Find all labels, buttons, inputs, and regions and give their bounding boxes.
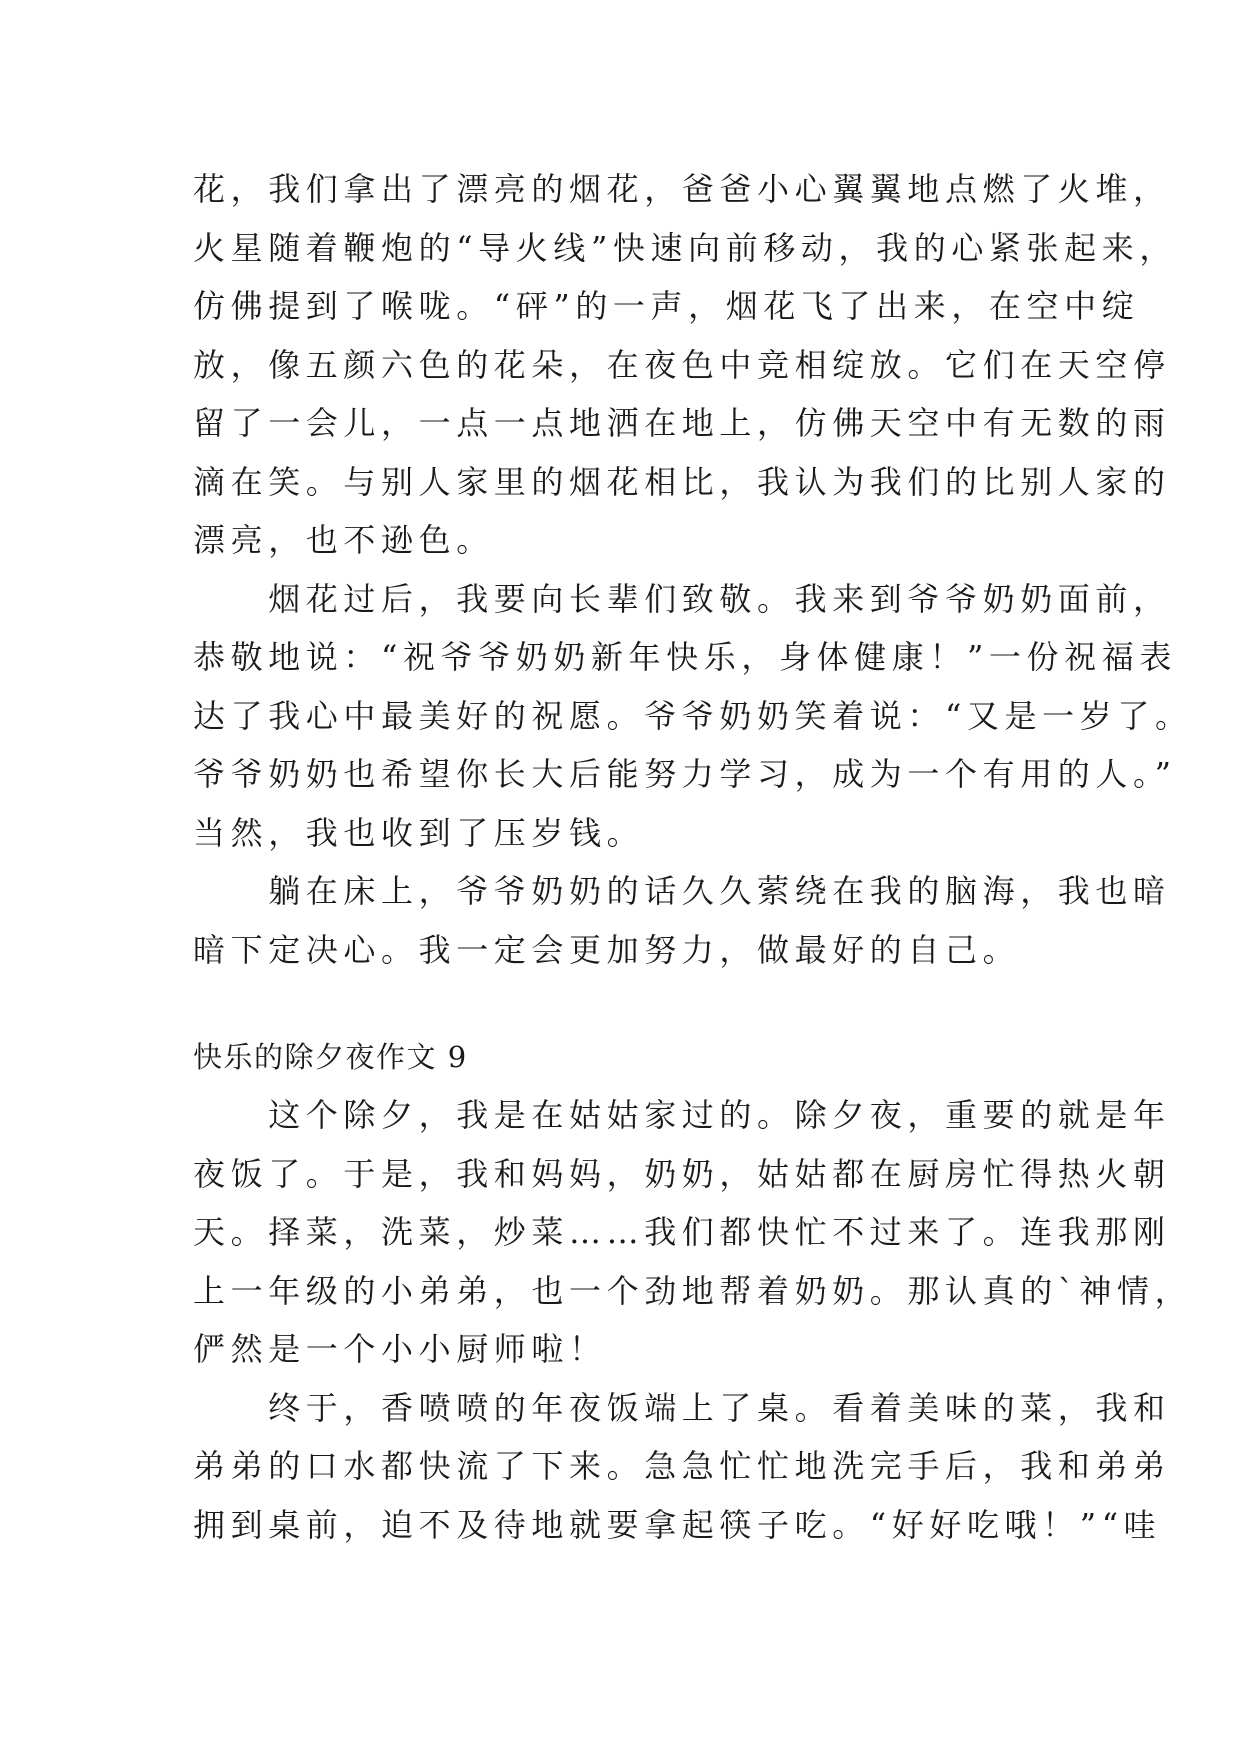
- text-line: 拥到桌前，迫不及待地就要拿起筷子吃。“好好吃哦！”“哇: [193, 1505, 1162, 1544]
- text-line: 这个除夕，我是在姑姑家过的。除夕夜，重要的就是年: [193, 1096, 1171, 1134]
- text-line: 爷爷奶奶也希望你长大后能努力学习，成为一个有用的人。”: [193, 755, 1177, 793]
- text-line: 上一年级的小弟弟，也一个劲地帮着奶奶。那认真的`神情，: [193, 1271, 1193, 1310]
- text-line: 放，像五颜六色的花朵，在夜色中竞相绽放。它们在天空停: [193, 345, 1171, 384]
- text-line: 暗下定决心。我一定会更加努力，做最好的自己。: [193, 930, 1021, 969]
- text-line: 躺在床上，爷爷奶奶的话久久萦绕在我的脑海，我也暗: [193, 872, 1171, 910]
- text-line: 终于，香喷喷的年夜饭端上了桌。看着美味的菜，我和: [193, 1388, 1171, 1427]
- text-line: 天。择菜，洗菜，炒菜……我们都快忙不过来了。连我那刚: [193, 1213, 1171, 1251]
- text-line: 当然，我也收到了压岁钱。: [193, 813, 645, 852]
- essay-body: [193, 1086, 1193, 1554]
- text-line: 仿佛提到了喉咙。“砰”的一声，烟花飞了出来，在空中绽: [193, 287, 1140, 325]
- text-line: 夜饭了。于是，我和妈妈，奶奶，姑姑都在厨房忙得热火朝: [193, 1154, 1171, 1193]
- text-line: 弟弟的口水都快流了下来。急急忙忙地洗完手后，我和弟弟: [193, 1447, 1171, 1485]
- text-line: 花，我们拿出了漂亮的烟花，爸爸小心翼翼地点燃了火堆，: [193, 170, 1171, 208]
- essay-title: 快乐的除夕夜作文 9: [193, 1040, 468, 1074]
- text-line: 烟花过后，我要向长辈们致敬。我来到爷爷奶奶面前，: [193, 579, 1171, 618]
- text-line: 火星随着鞭炮的“导火线”快速向前移动，我的心紧张起来，: [193, 228, 1177, 267]
- text-line: 滴在笑。与别人家里的烟花相比，我认为我们的比别人家的: [193, 462, 1171, 501]
- text-line: 留了一会儿，一点一点地洒在地上，仿佛天空中有无数的雨: [193, 404, 1171, 442]
- text-line: 漂亮，也不逊色。: [193, 521, 494, 559]
- text-line: 恭敬地说：“祝爷爷奶奶新年快乐，身体健康！”一份祝福表: [193, 638, 1177, 676]
- essay-continuation: [193, 160, 1193, 979]
- text-line: 俨然是一个小小厨师啦！: [193, 1330, 607, 1368]
- text-line: 达了我心中最美好的祝愿。爷爷奶奶笑着说：“又是一岁了。: [193, 696, 1193, 735]
